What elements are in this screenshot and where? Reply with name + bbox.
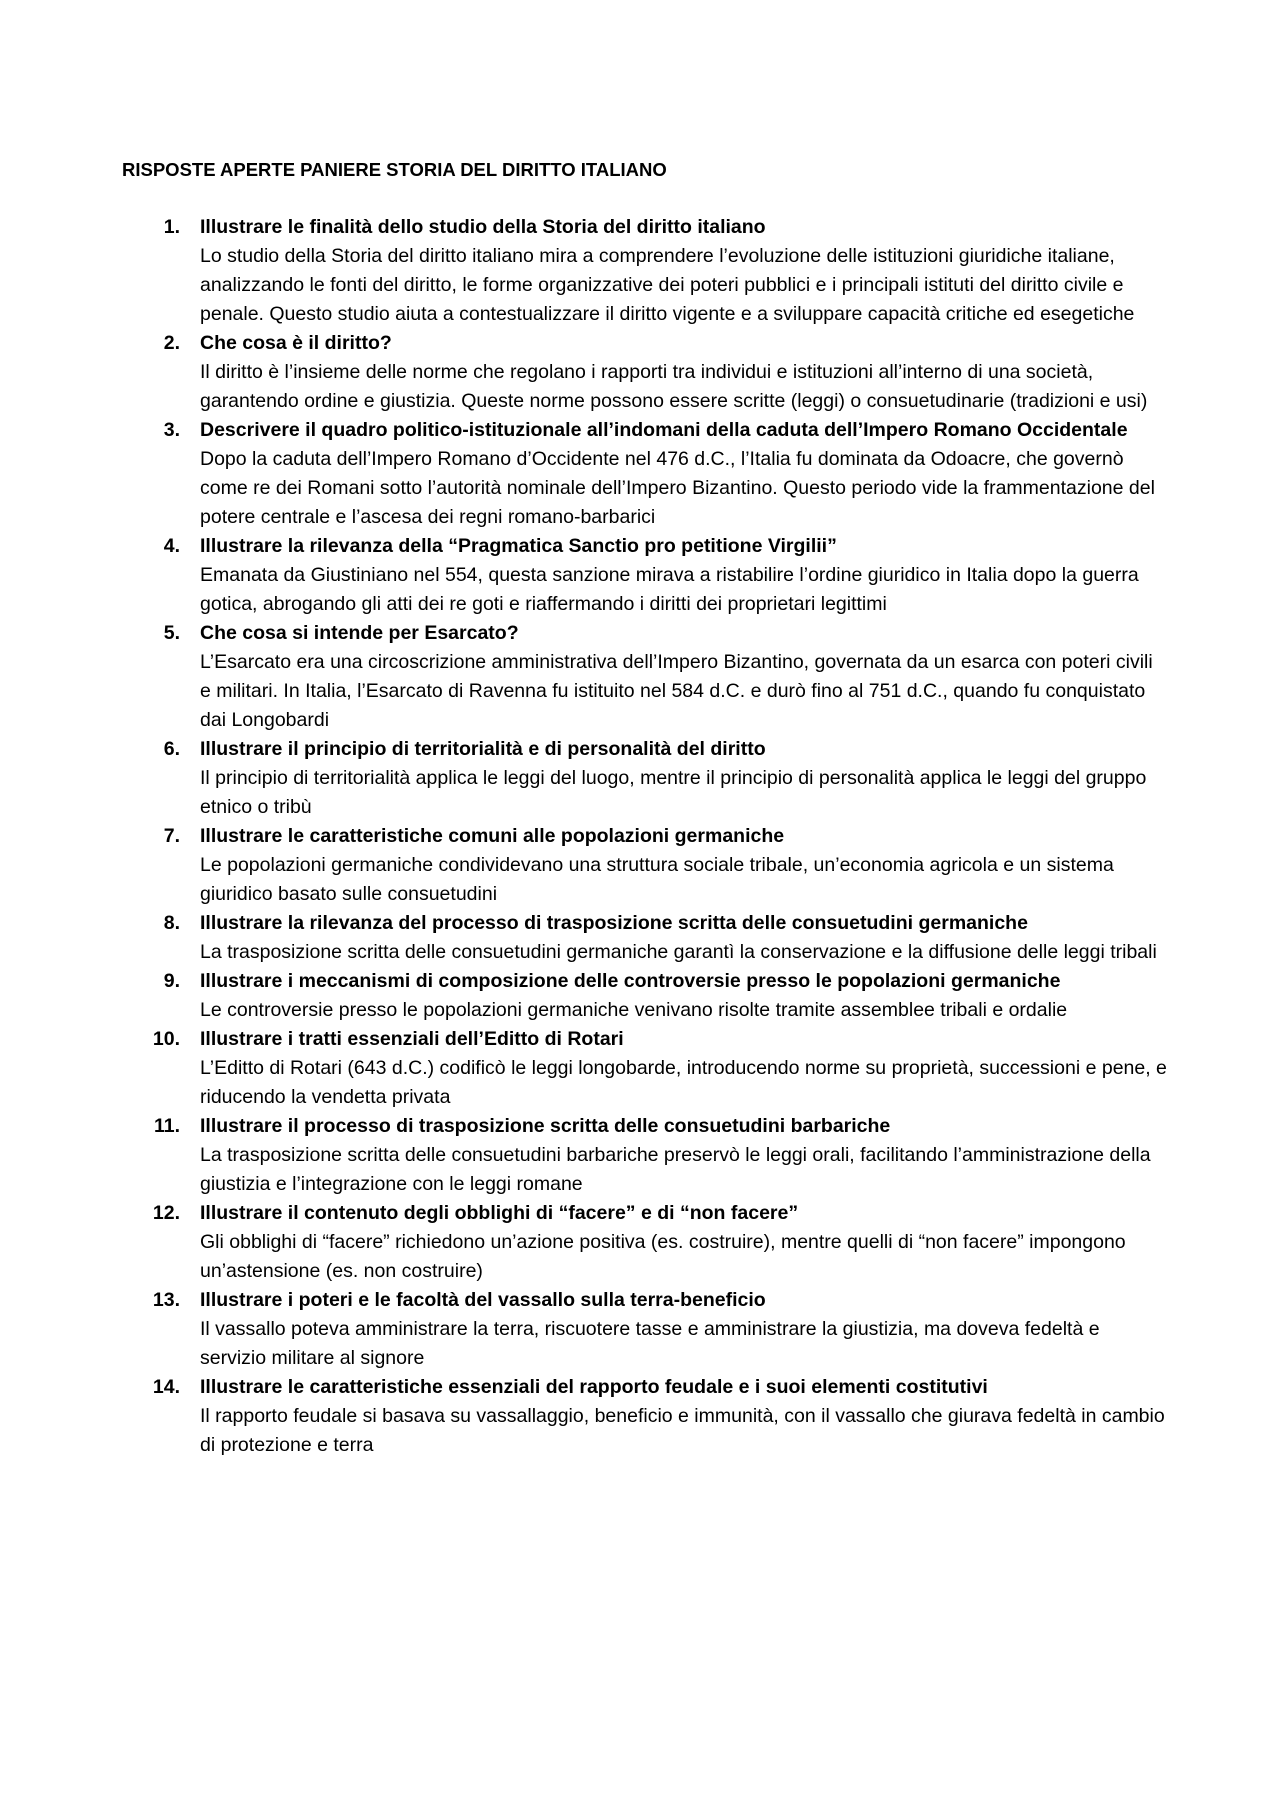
list-item <box>122 1199 1167 1286</box>
item-question: Descrivere il quadro politico-istituzionale all’indomani della caduta dell’Impero Romano Occidentale <box>200 419 1128 441</box>
item-number: 7. <box>163 825 180 847</box>
item-question: Che cosa è il diritto? <box>200 332 392 354</box>
list-item <box>122 619 1167 735</box>
item-question: Illustrare i poteri e le facoltà del vassallo sulla terra-beneficio <box>200 1289 766 1311</box>
item-number: 13. <box>152 1289 180 1311</box>
item-question: Illustrare le caratteristiche essenziali del rapporto feudale e i suoi elementi costitutivi <box>200 1376 988 1398</box>
list-item <box>122 967 1167 1025</box>
list-item <box>122 532 1167 619</box>
list-item <box>122 909 1167 967</box>
item-question: Illustrare il processo di trasposizione scritta delle consuetudini barbariche <box>200 1115 891 1137</box>
item-number: 9. <box>163 970 180 992</box>
list-item <box>122 1025 1167 1112</box>
item-answer: L’Editto di Rotari (643 d.C.) codificò le leggi longobarde, introducendo norme su proprietà, successioni e pene, e riducendo la vendetta privata <box>200 1057 1167 1108</box>
item-number: 10. <box>152 1028 180 1050</box>
item-number: 6. <box>163 738 180 760</box>
item-number: 11. <box>153 1115 180 1137</box>
item-answer: Emanata da Giustiniano nel 554, questa sanzione mirava a ristabilire l’ordine giuridico in Italia dopo la guerra gotica, abrogando gli atti dei re goti e riaffermando i diritti dei proprietari legittimi <box>200 564 1139 615</box>
list-item <box>122 1286 1167 1373</box>
list-item <box>122 735 1167 822</box>
item-number: 5. <box>163 622 180 644</box>
item-question: Illustrare la rilevanza del processo di trasposizione scritta delle consuetudini germaniche <box>200 912 1028 934</box>
item-answer: Le controversie presso le popolazioni germaniche venivano risolte tramite assemblee tribali e ordalie <box>200 999 1068 1021</box>
item-answer: La trasposizione scritta delle consuetudini barbariche preservò le leggi orali, facilitando l’amministrazione della giustizia e l’integrazione con le leggi romane <box>200 1144 1151 1195</box>
item-question: Illustrare il contenuto degli obblighi di “facere” e di “non facere” <box>200 1202 799 1224</box>
item-answer: Le popolazioni germaniche condividevano una struttura sociale tribale, un’economia agricola e un sistema giuridico basato sulle consuetudini <box>200 854 1114 905</box>
question-list <box>122 213 1167 1460</box>
item-answer: Il rapporto feudale si basava su vassallaggio, beneficio e immunità, con il vassallo che giurava fedeltà in cambio di protezione e terra <box>200 1405 1165 1456</box>
document-page <box>122 155 1167 1460</box>
item-answer: L’Esarcato era una circoscrizione amministrativa dell’Impero Bizantino, governata da un esarca con poteri civili e militari. In Italia, l’Esarcato di Ravenna fu istituito nel 584 d.C. e durò fino al 751 d.C., quando fu conquistato dai Longobardi <box>200 651 1153 731</box>
item-number: 1. <box>163 216 180 238</box>
item-question: Illustrare la rilevanza della “Pragmatica Sanctio pro petitione Virgilii” <box>200 535 837 557</box>
item-number: 2. <box>163 332 180 354</box>
item-number: 4. <box>163 535 180 557</box>
item-question: Che cosa si intende per Esarcato? <box>200 622 519 644</box>
item-question: Illustrare le finalità dello studio della Storia del diritto italiano <box>200 216 766 238</box>
item-number: 3. <box>163 419 180 441</box>
item-answer: Gli obblighi di “facere” richiedono un’azione positiva (es. costruire), mentre quelli di “non facere” impongono un’astensione (es. non costruire) <box>200 1231 1126 1282</box>
item-question: Illustrare le caratteristiche comuni alle popolazioni germaniche <box>200 825 785 847</box>
item-number: 12. <box>152 1202 180 1224</box>
item-question: Illustrare il principio di territorialità e di personalità del diritto <box>200 738 766 760</box>
item-answer: Il diritto è l’insieme delle norme che regolano i rapporti tra individui e istituzioni all’interno di una società, garantendo ordine e giustizia. Queste norme possono essere scritte (leggi) o consuetudinarie (tradizioni e usi) <box>200 361 1148 412</box>
item-answer: La trasposizione scritta delle consuetudini germaniche garantì la conservazione e la diffusione delle leggi tribali <box>200 941 1157 963</box>
list-item <box>122 329 1167 416</box>
item-answer: Dopo la caduta dell’Impero Romano d’Occidente nel 476 d.C., l’Italia fu dominata da Odoacre, che governò come re dei Romani sotto l’autorità nominale dell’Impero Bizantino. Questo periodo vide la frammentazione del potere centrale e l’ascesa dei regni romano-barbarici <box>200 448 1155 528</box>
list-item <box>122 1373 1167 1460</box>
item-question: Illustrare i tratti essenziali dell’Editto di Rotari <box>200 1028 624 1050</box>
item-answer: Il principio di territorialità applica le leggi del luogo, mentre il principio di personalità applica le leggi del gruppo etnico o tribù <box>200 767 1147 818</box>
item-number: 8. <box>163 912 180 934</box>
list-item <box>122 822 1167 909</box>
item-question: Illustrare i meccanismi di composizione delle controversie presso le popolazioni germaniche <box>200 970 1061 992</box>
list-item <box>122 416 1167 532</box>
list-item <box>122 1112 1167 1199</box>
list-item <box>122 213 1167 329</box>
item-number: 14. <box>152 1376 180 1398</box>
item-answer: Lo studio della Storia del diritto italiano mira a comprendere l’evoluzione delle istituzioni giuridiche italiane, analizzando le fonti del diritto, le forme organizzative dei poteri pubblici e i principali istituti del diritto civile e penale. Questo studio aiuta a contestualizzare il diritto vigente e a sviluppare capacità critiche ed esegetiche <box>200 245 1135 325</box>
item-answer: Il vassallo poteva amministrare la terra, riscuotere tasse e amministrare la giustizia, ma doveva fedeltà e servizio militare al signore <box>200 1318 1100 1369</box>
document-title: RISPOSTE APERTE PANIERE STORIA DEL DIRITTO ITALIANO <box>122 159 667 180</box>
